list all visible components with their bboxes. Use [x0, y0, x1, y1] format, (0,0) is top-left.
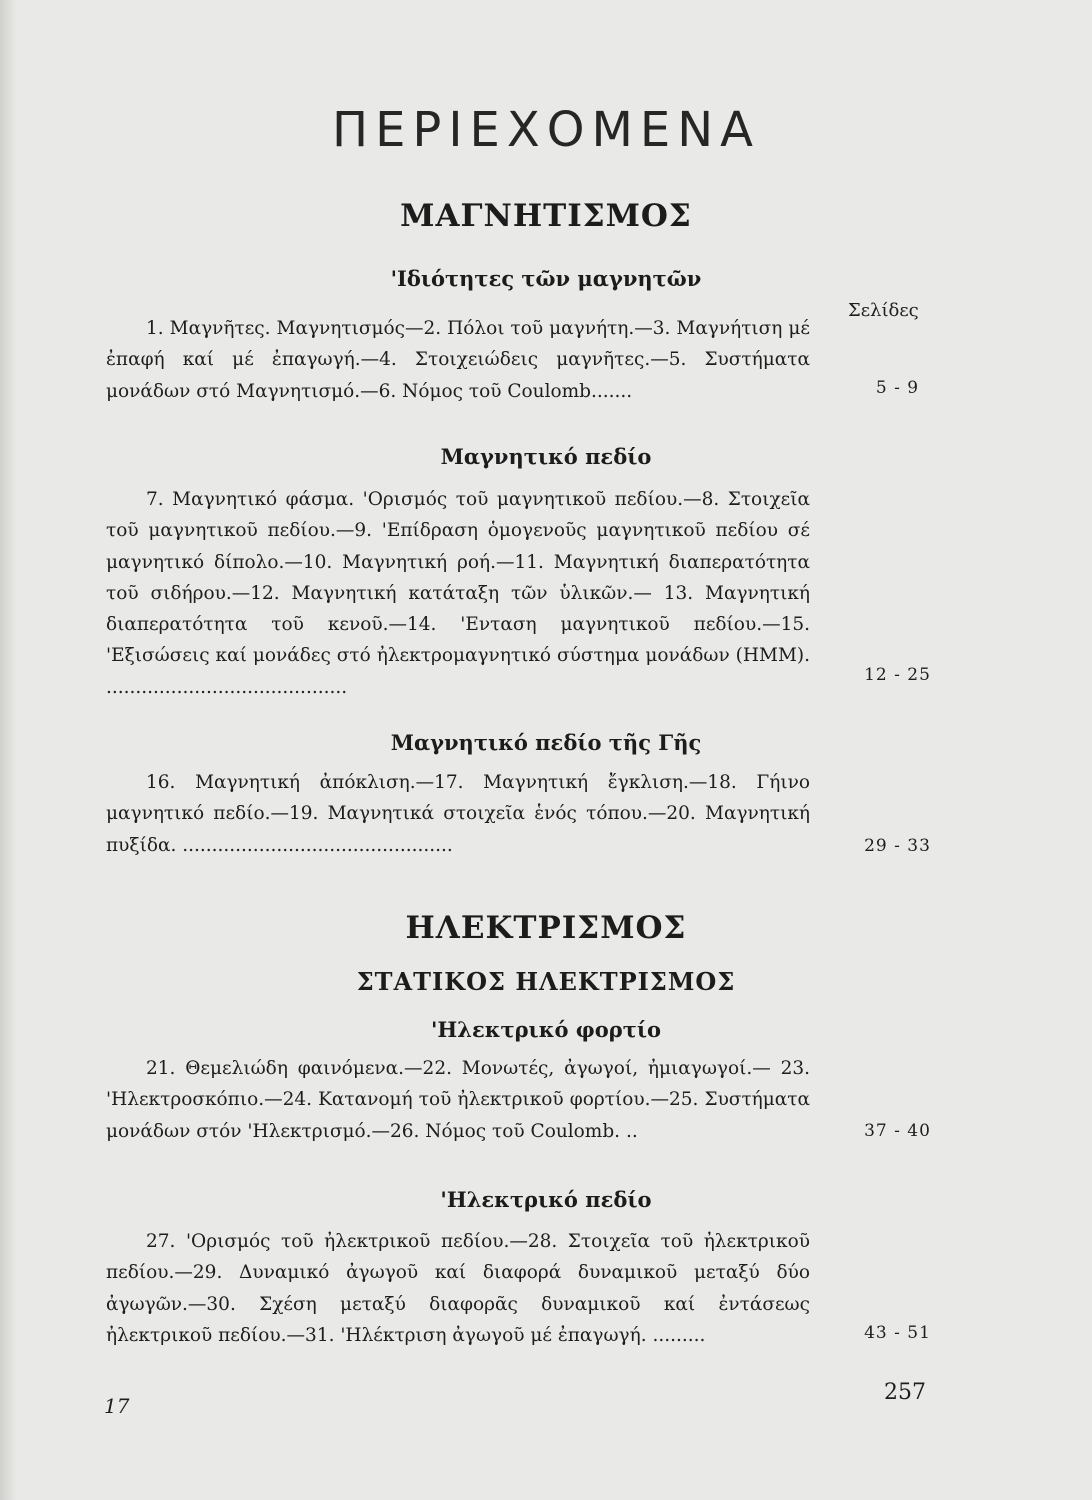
toc-entry-text: 21. Θεμελιώδη φαινόμενα.—22. Μονωτές, ἀγωγοί, ἠμιαγωγοί.— 23. 'Ηλεκτροσκόπιο.—24. Κατανομή τοῦ ἠλεκτρικοῦ φορτίου.—25. Συστήματα μονάδων στόν 'Ηλεκτρισμό.—26. Νόμος τοῦ Coulomb. .. [106, 1058, 810, 1142]
toc-entry [106, 767, 810, 861]
toc-entry-pages: 5 - 9 [875, 378, 920, 398]
pages-column-label: Σελίδες [848, 300, 919, 321]
part-title-electricity: ΗΛΕΚΤΡΙΣΜΟΣ [405, 910, 687, 946]
section-title: Μαγνητικό πεδίο [440, 444, 652, 469]
toc-entry-text: 27. 'Ορισμός τοῦ ἠλεκτρικοῦ πεδίου.—28. Στοιχεῖα τοῦ ἠλεκτρικοῦ πεδίου.—29. Δυναμικό ἀγωγοῦ καί διαφορά δυναμικοῦ μεταξύ δύο ἀγωγῶν.—30. Σχέση μεταξύ διαφορᾶς δυναμικοῦ καί ἐντάσεως ἠλεκτρικοῦ πεδίου.—31. 'Ηλέκτριση ἀγωγοῦ μέ ἐπαγωγή. ......... [106, 1231, 810, 1346]
toc-entry [106, 313, 810, 407]
toc-entry [106, 484, 810, 703]
section-title: 'Ηλεκτρικό φορτίο [430, 1017, 662, 1042]
section-title: Μαγνητικό πεδίο τῆς Γῆς [390, 730, 702, 755]
page-number: 257 [884, 1380, 926, 1405]
part-title-magnetism: ΜΑΓΝΗΤΙΣΜΟΣ [400, 198, 692, 234]
page-title: ΠΕΡΙΕΧΟΜΕΝΑ [332, 102, 760, 158]
toc-entry-text: 16. Μαγνητική ἀπόκλιση.—17. Μαγνητική ἔγκλιση.—18. Γήινο μαγνητικό πεδίο.—19. Μαγνητικά στοιχεῖα ἑνός τόπου.—20. Μαγνητική πυξίδα. .............................................. [106, 772, 810, 856]
toc-entry-text: 7. Μαγνητικό φάσμα. 'Ορισμός τοῦ μαγνητικοῦ πεδίου.—8. Στοιχεῖα τοῦ μαγνητικοῦ πεδίου.—9. 'Επίδραση ὁμογενοῦς μαγνητικοῦ πεδίου σέ μαγνητικό δίπολο.—10. Μαγνητική ροή.—11. Μαγνητική διαπερατότητα τοῦ σιδήρου.—12. Μαγνητική κατάταξη τῶν ὑλικῶν.— 13. Μαγνητική διαπερατότητα τοῦ κενοῦ.—14. 'Ενταση μαγνητικοῦ πεδίου.—15. 'Εξισώσεις καί μονάδες στό ἠλεκτρομαγνητικό σύστημα μονάδων (ΗΜΜ). ......................................... [106, 489, 810, 698]
section-title: 'Ιδιότητες τῶν μαγνητῶν [390, 266, 702, 291]
toc-entry-pages: 29 - 33 [864, 836, 931, 856]
toc-entry [106, 1226, 810, 1351]
part-subtitle-static-electricity: ΣΤΑΤΙΚΟΣ ΗΛΕΚΤΡΙΣΜΟΣ [356, 967, 736, 996]
toc-entry-pages: 37 - 40 [864, 1121, 931, 1141]
signature-mark: 17 [104, 1394, 130, 1418]
section-title: 'Ηλεκτρικό πεδίο [440, 1187, 652, 1212]
toc-entry-pages: 12 - 25 [864, 665, 931, 685]
toc-entry-pages: 43 - 51 [864, 1323, 931, 1343]
toc-entry [106, 1053, 810, 1147]
toc-entry-text: 1. Μαγνῆτες. Μαγνητισμός—2. Πόλοι τοῦ μαγνήτη.—3. Μαγνήτιση μέ ἐπαφή καί μέ ἐπαγωγή.—4. Στοιχειώδεις μαγνῆτες.—5. Συστήματα μονάδων στό Μαγνητισμό.—6. Νόμος τοῦ Coulomb....... [106, 318, 810, 402]
